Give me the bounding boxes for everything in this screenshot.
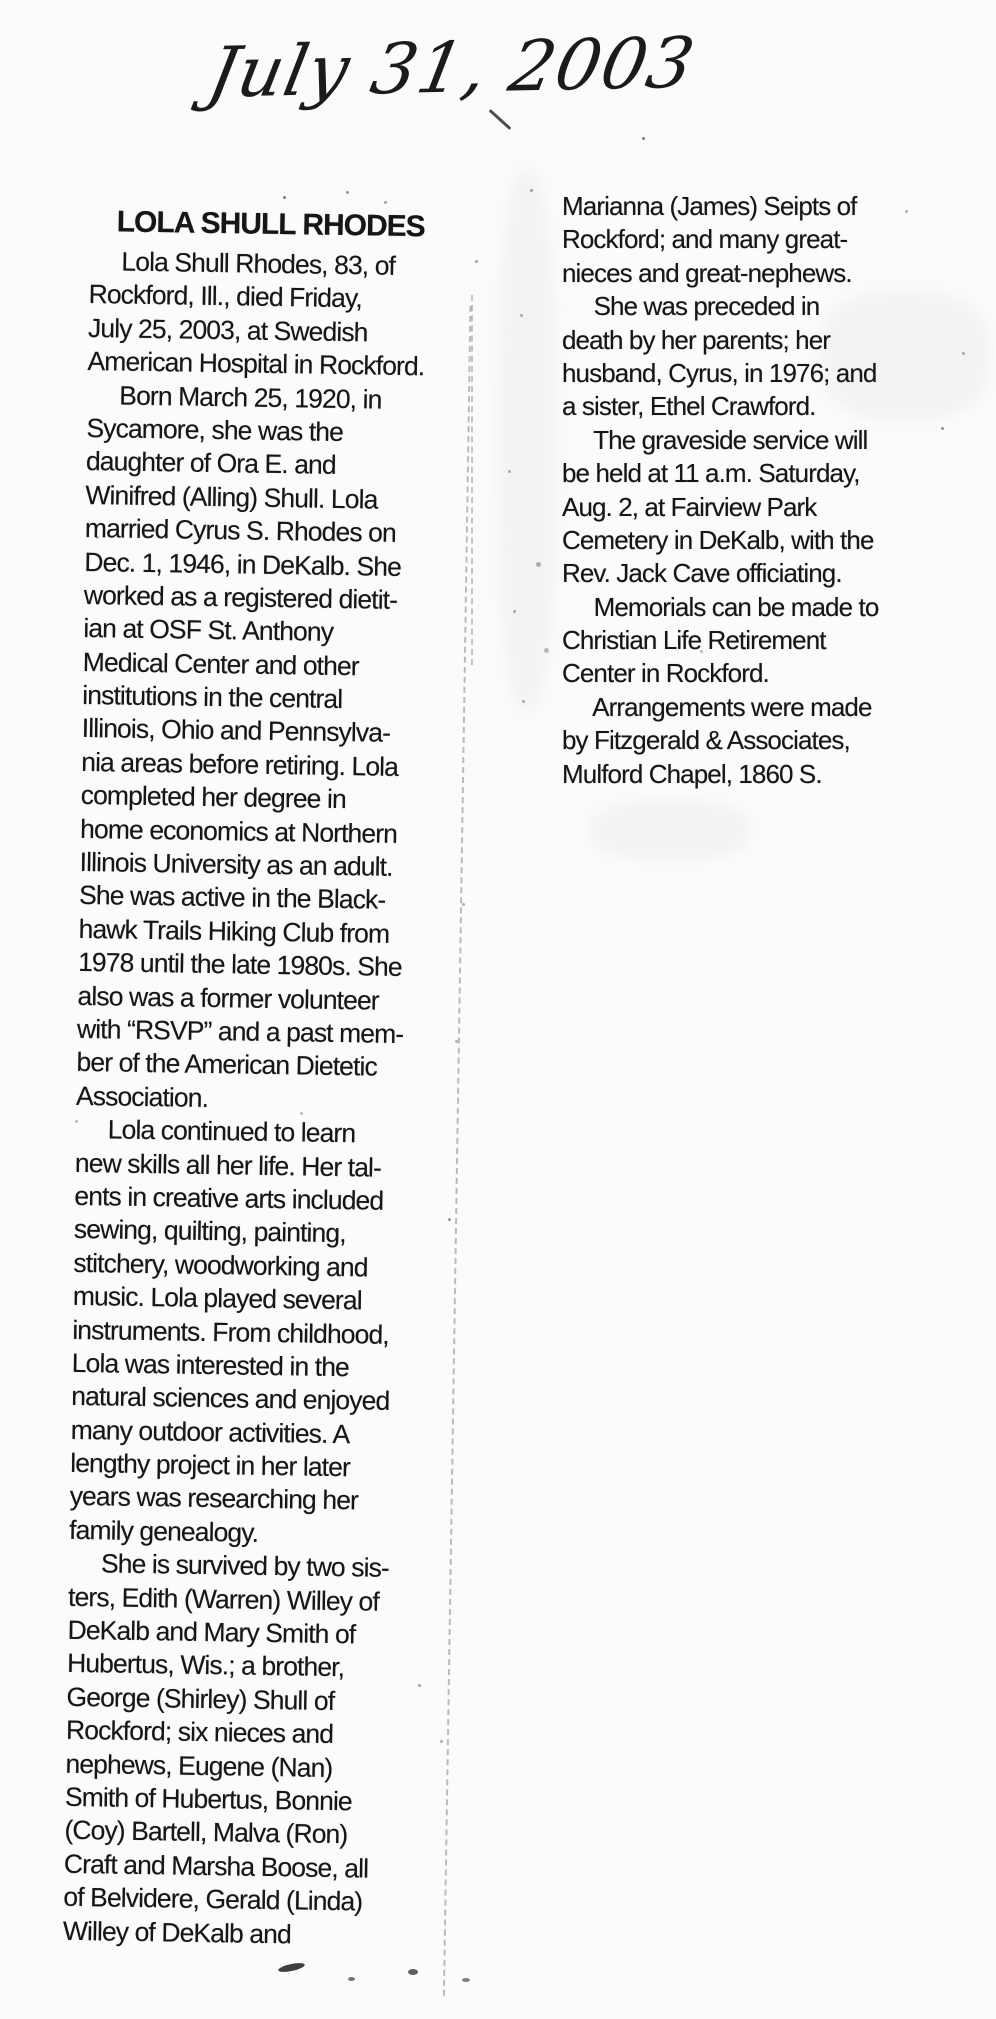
text-line: nia areas before retiring. Lola: [81, 746, 399, 782]
text-line: Marianna (James) Seipts of: [562, 191, 857, 221]
text-line: natural sciences and enjoyed: [71, 1381, 390, 1417]
ink-smudge: [408, 1969, 418, 1975]
text-line: with “RSVP” and a past mem-: [76, 1013, 404, 1050]
text-line: ents in creative arts included: [74, 1180, 384, 1216]
text-line: ber of the American Dietetic: [76, 1047, 378, 1082]
text-line: Medical Center and other: [82, 646, 359, 681]
left-column: [63, 245, 520, 1954]
obituary-headline: LOLA SHULL RHODES: [116, 205, 425, 244]
text-line: Association.: [75, 1080, 209, 1113]
text-line: George (Shirley) Shull of: [66, 1681, 335, 1716]
text-line: Willey of DeKalb and: [62, 1915, 292, 1949]
text-line: lengthy project in her later: [70, 1447, 351, 1483]
handwritten-date: July 31, 2003: [201, 21, 702, 114]
text-line: also was a former volunteer: [77, 980, 379, 1016]
text-line: Rev. Jack Cave officiating.: [562, 558, 842, 589]
text-line: (Coy) Bartell, Malva (Ron): [64, 1815, 348, 1850]
text-line: instruments. From childhood,: [72, 1314, 390, 1350]
obituary-article-right: [562, 190, 982, 791]
text-line: ters, Edith (Warren) Willey of: [67, 1581, 380, 1617]
text-line: Lola Shull Rhodes, 83, of: [88, 245, 396, 281]
text-line: Dec. 1, 1946, in DeKalb. She: [84, 546, 402, 582]
text-line: Born March 25, 1920, in: [86, 379, 382, 415]
text-line: She was preceded in: [562, 291, 820, 322]
text-line: new skills all her life. Her tal-: [74, 1147, 382, 1183]
text-line: a sister, Ethel Crawford.: [562, 391, 816, 422]
ink-smudge: [462, 1978, 470, 1982]
text-line: family genealogy.: [68, 1514, 259, 1548]
text-line: Christian Life Retirement: [562, 625, 826, 656]
scan-blotch: [820, 290, 990, 420]
ink-smudge: [278, 1961, 306, 1973]
text-line: She was active in the Black-: [78, 880, 386, 916]
text-line: hawk Trails Hiking Club from: [78, 913, 390, 949]
scan-speckles: [0, 0, 3, 3]
text-line: nieces and great-nephews.: [562, 257, 852, 288]
column-rule: [471, 295, 473, 665]
text-line: Center in Rockford.: [562, 658, 769, 689]
text-line: Craft and Marsha Boose, all: [63, 1848, 369, 1884]
text-line: Memorials can be made to: [562, 591, 879, 622]
text-line: Arrangements were made: [562, 691, 872, 722]
text-line: Sycamore, she was the: [86, 412, 344, 447]
text-line: home economics at Northern: [79, 813, 398, 849]
text-line: Hubertus, Wis.; a brother,: [66, 1648, 345, 1683]
text-line: stitchery, woodworking and: [73, 1247, 368, 1283]
text-line: July 25, 2003, at Swedish: [87, 312, 368, 348]
text-line: 1978 until the late 1980s. She: [77, 947, 402, 983]
text-line: married Cyrus S. Rhodes on: [84, 513, 397, 548]
text-line: Rockford; and many great-: [562, 224, 848, 255]
text-line: husband, Cyrus, in 1976; and: [562, 357, 877, 388]
text-line: Rockford; six nieces and: [65, 1715, 334, 1750]
text-line: The graveside service will: [562, 424, 868, 455]
text-line: Winifred (Alling) Shull. Lola: [85, 479, 378, 515]
text-line: Rockford, Ill., died Friday,: [88, 279, 363, 314]
text-line: Lola was interested in the: [71, 1347, 350, 1383]
text-line: years was researching her: [69, 1481, 359, 1516]
text-line: She is survived by two sis-: [68, 1548, 390, 1584]
text-line: be held at 11 a.m. Saturday,: [562, 458, 860, 489]
text-line: death by her parents; her: [562, 324, 831, 355]
text-line: Illinois University as an adult.: [79, 846, 393, 882]
ink-smudge: [348, 1977, 355, 1981]
text-line: of Belvidere, Gerald (Linda): [63, 1881, 363, 1917]
text-line: by Fitzgerald & Associates,: [562, 725, 850, 756]
text-line: Cemetery in DeKalb, with the: [562, 524, 874, 555]
text-line: Illinois, Ohio and Pennsylva-: [81, 713, 391, 749]
text-line: sewing, quilting, painting,: [73, 1214, 346, 1249]
text-line: Lola continued to learn: [75, 1114, 356, 1149]
text-line: institutions in the central: [82, 680, 343, 715]
text-line: nephews, Eugene (Nan): [65, 1748, 333, 1783]
scan-blotch: [498, 170, 556, 710]
text-line: American Hospital in Rockford.: [87, 346, 425, 382]
text-line: Smith of Hubertus, Bonnie: [64, 1781, 353, 1817]
text-line: Mulford Chapel, 1860 S.: [562, 758, 822, 789]
right-column: [562, 190, 982, 791]
text-line: daughter of Ora E. and: [85, 446, 336, 481]
text-line: many outdoor activities. A: [70, 1414, 350, 1449]
text-line: music. Lola played several: [72, 1280, 362, 1316]
text-line: completed her degree in: [80, 780, 347, 815]
text-line: DeKalb and Mary Smith of: [67, 1614, 356, 1650]
obituary-article-left: [63, 205, 520, 1954]
text-line: ian at OSF St. Anthony: [83, 613, 334, 648]
scan-blotch: [590, 800, 750, 860]
text-line: Aug. 2, at Fairview Park: [562, 491, 817, 522]
text-line: worked as a registered dietit-: [83, 579, 398, 615]
